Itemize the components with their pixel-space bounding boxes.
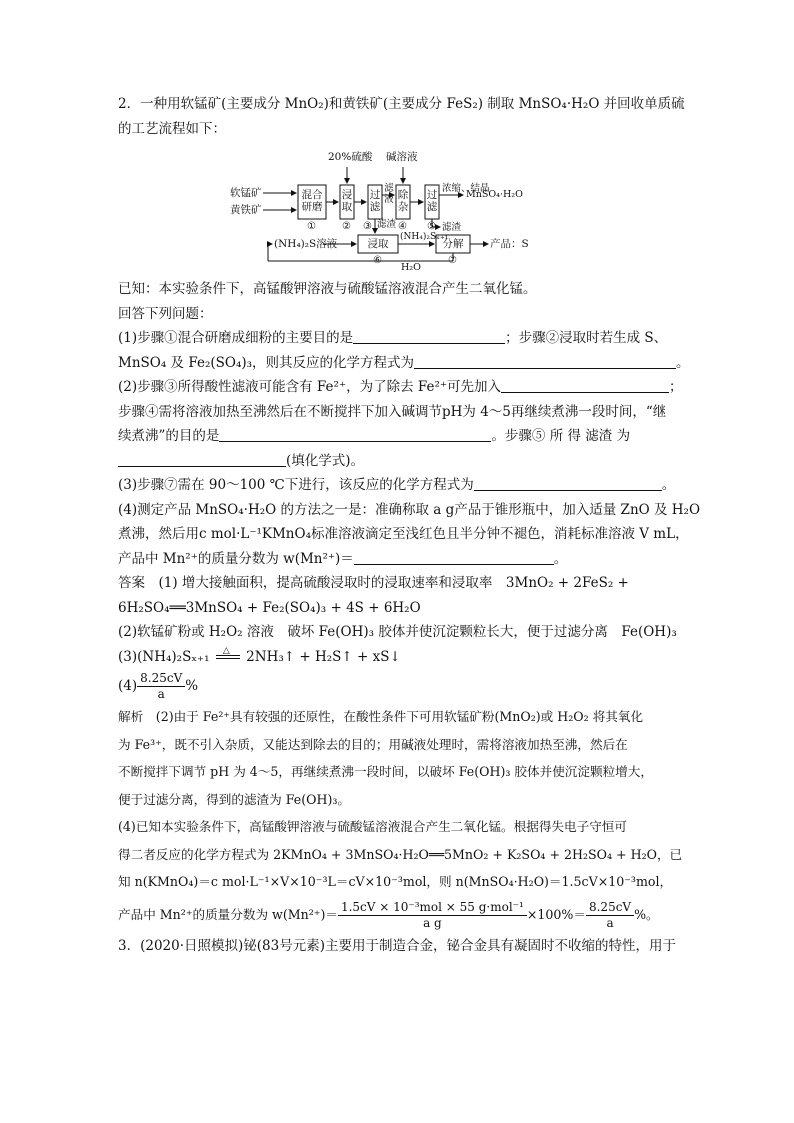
ore2-label: 黄铁矿 — [230, 204, 262, 216]
part1-line1: (1)步骤①混合研磨成细粉的主要目的是 ；步骤②浸取时若生成 S、 — [118, 330, 668, 346]
residue1-label: 滤渣 — [377, 219, 397, 230]
step1-number: ① — [307, 221, 316, 232]
part4-line1: (4)测定产品 MnSO₄·H₂O 的方法之一是：准确称取 a g产品于锥形瓶中，加入适量 ZnO 及 H₂O — [118, 501, 701, 518]
heat-double-line: △ — [214, 647, 242, 661]
step5-box: 过滤 — [426, 189, 438, 213]
answer-blank-5[interactable] — [118, 452, 286, 467]
process-flowchart — [118, 145, 678, 275]
step2-box: 浸取 — [341, 189, 353, 213]
ore1-label: 软锰矿 — [230, 187, 262, 199]
answer-blank-2[interactable] — [414, 354, 676, 369]
explanation-line3: 不断搅拌下调节 pH 为 4～5，再继续煮沸一段时间，以破坏 Fe(OH)₃ 胶体并使沉淀颗粒增大， — [118, 764, 653, 779]
part2-line1: (2)步骤③所得酸性滤液可能含有 Fe²⁺，为了除去 Fe²⁺可先加入 ； — [118, 379, 683, 395]
explanation-fraction-1: $\frac{\text{1.5cV × 10⁻³mol × 55 g·mol⁻¹}}{\text{a g}}$ — [338, 900, 527, 931]
q2-stem-line1: 2．一种用软锰矿(主要成分 MnO₂)和黄铁矿(主要成分 FeS₂) 制取 MnSO₄·H₂O 并回收单质硫 — [118, 96, 685, 112]
product1-label: MnSO₄·H₂O — [466, 189, 523, 200]
step4-box: 除杂 — [397, 189, 409, 213]
base-label: 碱溶液 — [386, 151, 418, 163]
explanation-line2: 为 Fe³⁺，既不引入杂质，又能达到除去的目的；用碱液处理时，需将溶液加热至沸，然后在 — [118, 736, 628, 752]
step6-box: 浸取 — [367, 238, 389, 250]
step4-number: ④ — [398, 221, 407, 232]
explanation-line5: (4)已知本实验条件下，高锰酸钾溶液与硫酸锰溶液混合产生二氧化锰。根据得失电子守恒可 — [118, 819, 627, 834]
q3-stem-line1: 3．(2020·日照模拟)铋(83号元素)主要用于制造合金，铋合金具有凝固时不收缩的特性，用于 — [118, 937, 676, 954]
filtrate-label: 滤液 — [384, 183, 394, 205]
answer-blank-6[interactable] — [474, 476, 662, 491]
part2-line3: 续煮沸”的目的是 。步骤⑤ 所 得 滤渣 为 — [118, 428, 631, 444]
document-page — [118, 92, 701, 958]
part4-line3: 产品中 Mn²⁺的质量分数为 w(Mn²⁺)＝ 。 — [118, 550, 568, 567]
answer-blank-4[interactable] — [219, 427, 491, 442]
part3-line: (3)步骤⑦需在 90～100 ℃下进行，该反应的化学方程式为 。 — [118, 477, 676, 493]
explanation-line1: 解析 (2)由于 Fe²⁺具有较强的还原性，在酸性条件下可用软锰矿粉(MnO₂)或 H₂O₂ 将其氧化 — [118, 709, 644, 724]
part2-line2: 步骤④需将溶液加热至沸然后在不断搅拌下加入碱调节pH为 4～5再继续煮沸一段时间，“继 — [118, 403, 667, 420]
step1-box: 混合研磨 — [301, 189, 323, 213]
known-condition: 已知：本实验条件下，高锰酸钾溶液与硫酸锰溶液混合产生二氧化锰。 — [118, 281, 537, 297]
step2-number: ② — [342, 221, 351, 232]
part1-line2: MnSO₄ 及 Fe₂(SO₄)₃，则其反应的化学方程式为 。 — [118, 354, 690, 371]
step6-number: ⑥ — [373, 255, 382, 266]
q2-stem-line2: 的工艺流程如下： — [118, 120, 226, 137]
explanation-line8: 产品中 Mn²⁺的质量分数为 w(Mn²⁺)＝ $\frac{\text{1.5cV × 10⁻³mol × 55 g·mol⁻¹}}{\text{a g}}$ ×100%＝ $\frac{8.25cV}{a}$ %。 — [118, 899, 659, 930]
explanation-fraction-2: $\frac{8.25cV}{a}$ — [586, 900, 634, 931]
answer-blank-1[interactable] — [353, 329, 505, 344]
explanation-line7: 知 n(KMnO₄)＝c mol·L⁻¹×V×10⁻³L＝cV×10⁻³mol，则 n(MnSO₄·H₂O)＝1.5cV×10⁻³mol， — [118, 874, 673, 889]
reagent-label: (NH₄)₂S溶液 — [274, 238, 338, 250]
step3-box: 过滤 — [369, 189, 381, 213]
answer-blank-7[interactable] — [354, 550, 554, 565]
part4-line2: 煮沸，然后用c mol·L⁻¹KMnO₄标准溶液滴定至浅红色且半分钟不褪色，消耗标准溶液 V mL， — [118, 526, 689, 542]
explanation-line6: 得二者反应的化学方程式为 2KMnO₄ + 3MnSO₄·H₂O══5MnO₂ + K₂SO₄ + 2H₂SO₄ + H₂O，已 — [118, 846, 683, 862]
step5-number: ⑤ — [427, 221, 436, 232]
answer-line1b: 6H₂SO₄══3MnSO₄ + Fe₂(SO₄)₃ + 4S + 6H₂O — [118, 599, 421, 616]
explanation-line4: 便于过滤分离，得到的滤渣为 Fe(OH)₃。 — [118, 791, 351, 807]
answer-line3: (3)(NH₄)₂Sₓ₊₁ △ 2NH₃↑ + H₂S↑ + xS↓ — [118, 645, 401, 665]
answer-line4: (4) $\frac{8.25cV}{a}$ % — [118, 671, 199, 701]
acid-label: 20%硫酸 — [328, 151, 373, 163]
part2-line4: (填化学式)。 — [118, 449, 678, 474]
answer-line2: (2)软锰矿粉或 H₂O₂ 溶液 破坏 Fe(OH)₃ 胶体并使沉淀颗粒长大，便于过滤分离 Fe(OH)₃ — [118, 624, 677, 640]
answer-prompt: 回答下列问题： — [118, 305, 213, 322]
intermediate-label: (NH₄)₂Sₓ₊₁ — [400, 232, 449, 242]
answer-blank-3[interactable] — [501, 378, 669, 393]
answer4-fraction: $\frac{8.25cV}{a}$ — [137, 671, 185, 702]
product2-label: 产品：S — [490, 238, 529, 250]
step3-number: ③ — [363, 221, 372, 232]
residue2-label: 滤渣 — [442, 222, 462, 233]
answer-line1: 答案 (1) 增大接触面积，提高硫酸浸取时的浸取速率和浸取率 3MnO₂ + 2FeS₂ + — [118, 575, 629, 591]
concentrate-label: 浓缩、结晶 — [442, 183, 490, 194]
step7-number: ⑦ — [448, 255, 457, 266]
step7-box: 分解 — [442, 238, 464, 250]
water-label: H₂O — [401, 262, 421, 273]
